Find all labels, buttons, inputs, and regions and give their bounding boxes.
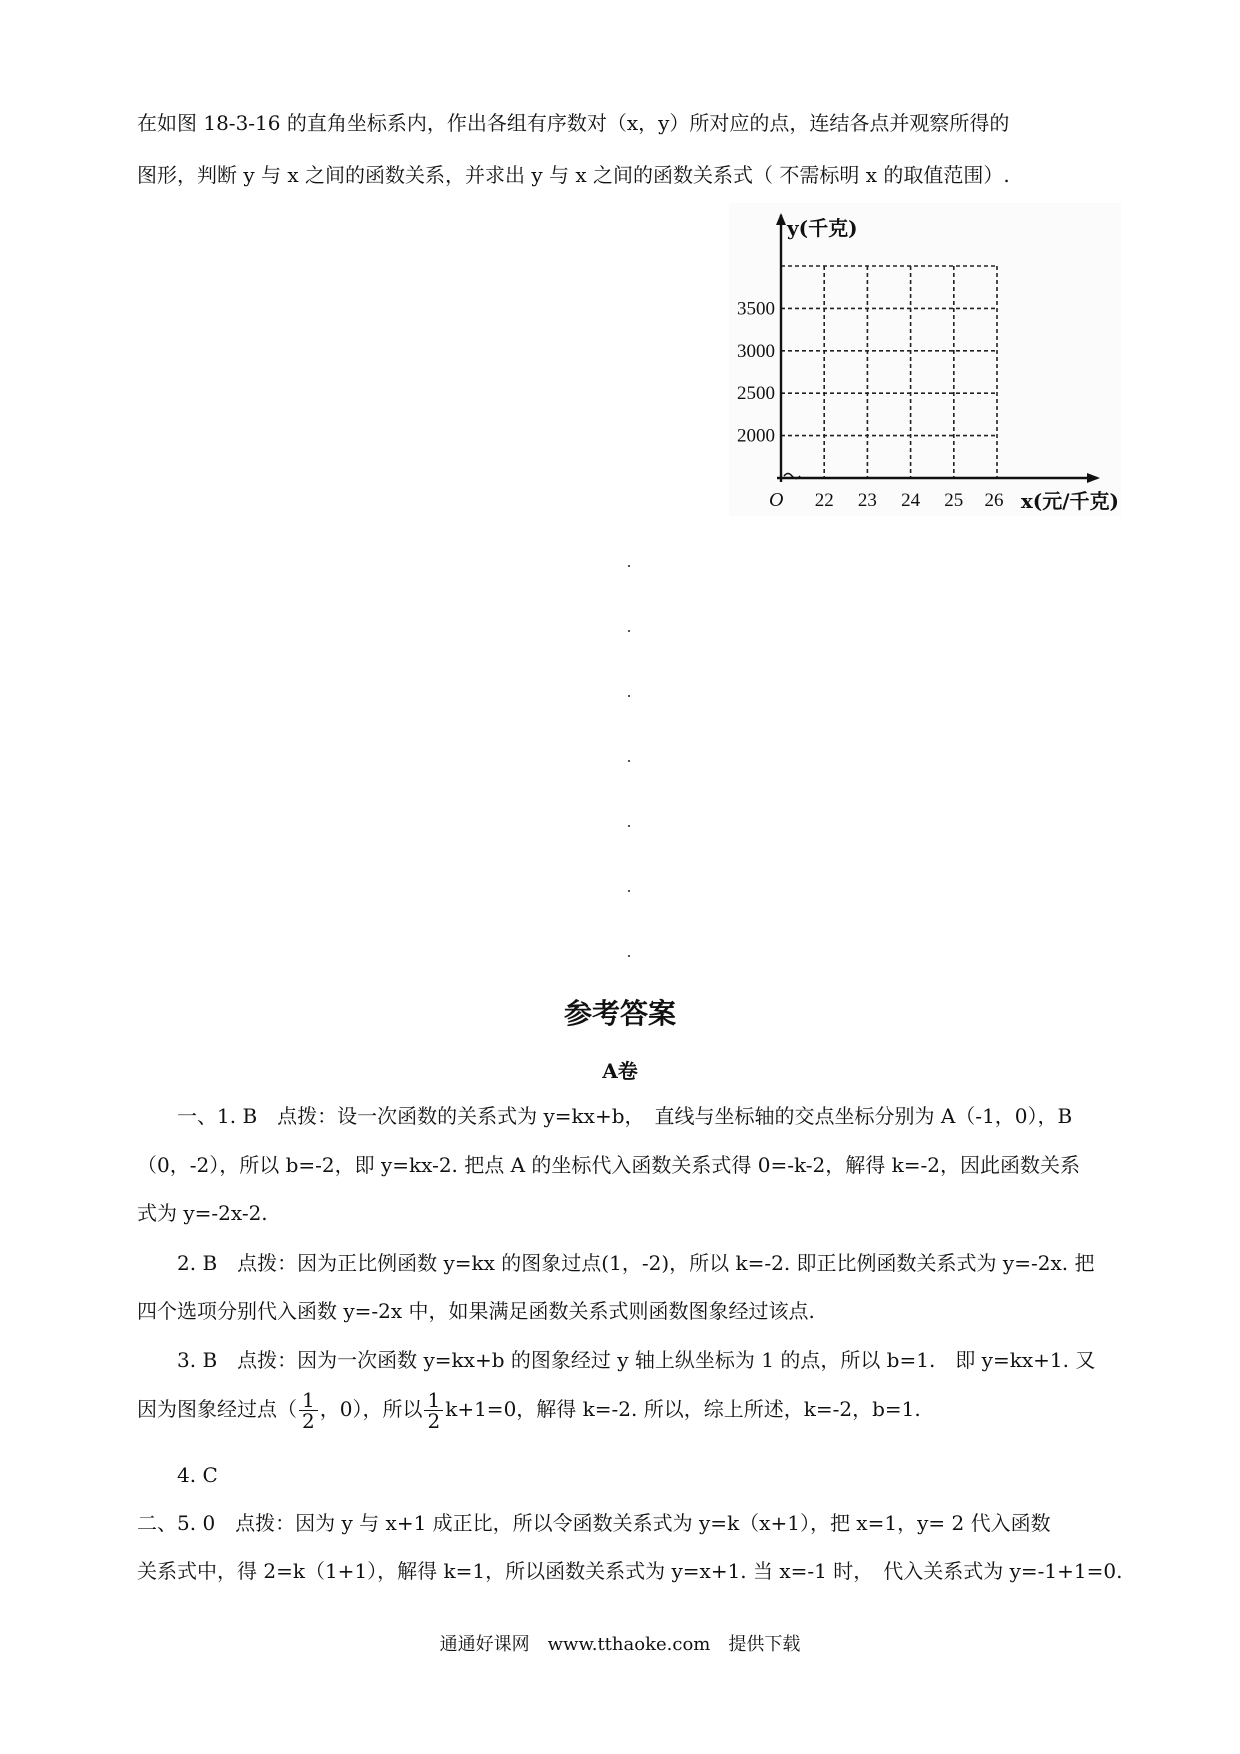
fraction-denominator: 2	[427, 1409, 441, 1433]
answer-1-line-2: （0，-2），所以 b=-2，即 y=kx-2. 把点 A 的坐标代入函数关系式得 0=-k-2，解得 k=-2，因此函数关系	[137, 1153, 1080, 1177]
separator-dot	[628, 760, 630, 762]
x-tick-label: 24	[901, 490, 921, 511]
question-line-1: 在如图 18-3-16 的直角坐标系内，作出各组有序数对（x，y）所对应的点，连结各点并观察所得的	[137, 111, 1010, 135]
answer-3-line-1: 3. B 点拨：因为一次函数 y=kx+b 的图象经过 y 轴上纵坐标为 1 的点，所以 b=1. 即 y=kx+1. 又	[177, 1348, 1096, 1372]
coordinate-grid-svg	[729, 203, 1121, 516]
separator-dot	[628, 565, 630, 567]
x-tick-label: 25	[944, 490, 964, 511]
fraction-denominator: 2	[302, 1409, 315, 1433]
y-tick-label: 3000	[737, 340, 775, 362]
page-footer: 通通好课网 www.tthaoke.com 提供下载	[439, 1634, 801, 1655]
fraction-one-half	[299, 1390, 318, 1431]
answer-5-line-2: 关系式中，得 2=k（1+1），解得 k=1，所以函数关系式为 y=x+1. 当 x=-1 时， 代入关系式为 y=-1+1=0.	[137, 1559, 1123, 1583]
x-tick-label: 26	[984, 490, 1004, 511]
answer-5-line-1: 二、5. 0 点拨：因为 y 与 x+1 成正比，所以令函数关系式为 y=k（x+1），把 x=1，y= 2 代入函数	[137, 1511, 1051, 1535]
fraction-numerator: 1	[299, 1390, 318, 1411]
answer-3-text-c: k+1=0，解得 k=-2. 所以，综上所述，k=-2，b=1.	[445, 1397, 921, 1421]
separator-dot	[628, 695, 630, 697]
separator-dot	[628, 890, 630, 892]
separator-dot	[628, 955, 630, 957]
separator-dot	[628, 825, 630, 827]
x-tick-label: 23	[857, 490, 877, 511]
answer-2-line-2: 四个选项分别代入函数 y=-2x 中，如果满足函数关系式则函数图象经过该点.	[137, 1299, 815, 1323]
answer-title: 参考答案	[563, 997, 676, 1030]
section-title: A卷	[602, 1059, 638, 1083]
coordinate-grid-figure	[729, 203, 1121, 516]
separator-dot	[628, 630, 630, 632]
answer-1-line-3: 式为 y=-2x-2.	[137, 1201, 268, 1225]
answer-3-text-b: ，0），所以	[319, 1397, 423, 1421]
y-tick-label: 3500	[737, 298, 775, 320]
y-axis-arrow	[776, 213, 786, 225]
y-tick-label: 2000	[737, 425, 775, 447]
y-tick-label: 2500	[737, 383, 775, 405]
fraction-numerator: 1	[424, 1390, 443, 1411]
answer-1-line-1: 一、1. B 点拨：设一次函数的关系式为 y=kx+b， 直线与坐标轴的交点坐标分别为 A（-1，0），B	[177, 1104, 1073, 1128]
answer-4: 4. C	[177, 1463, 218, 1487]
x-tick-label: 22	[814, 490, 834, 511]
x-axis-label: x(元/千克)	[1020, 489, 1119, 513]
answer-3-line-2	[137, 1390, 921, 1431]
fraction-one-half	[424, 1390, 443, 1431]
origin-label: O	[769, 489, 784, 511]
y-axis-label: y(千克)	[787, 216, 858, 240]
question-line-2: 图形，判断 y 与 x 之间的函数关系，并求出 y 与 x 之间的函数关系式（ 不需标明 x 的取值范围）.	[137, 163, 1010, 187]
answer-2-line-1: 2. B 点拨：因为正比例函数 y=kx 的图象过点(1，-2)，所以 k=-2. 即正比例函数关系式为 y=-2x. 把	[177, 1251, 1095, 1275]
x-axis-arrow	[1087, 473, 1100, 483]
answer-3-text-a: 因为图象经过点（	[137, 1397, 297, 1421]
